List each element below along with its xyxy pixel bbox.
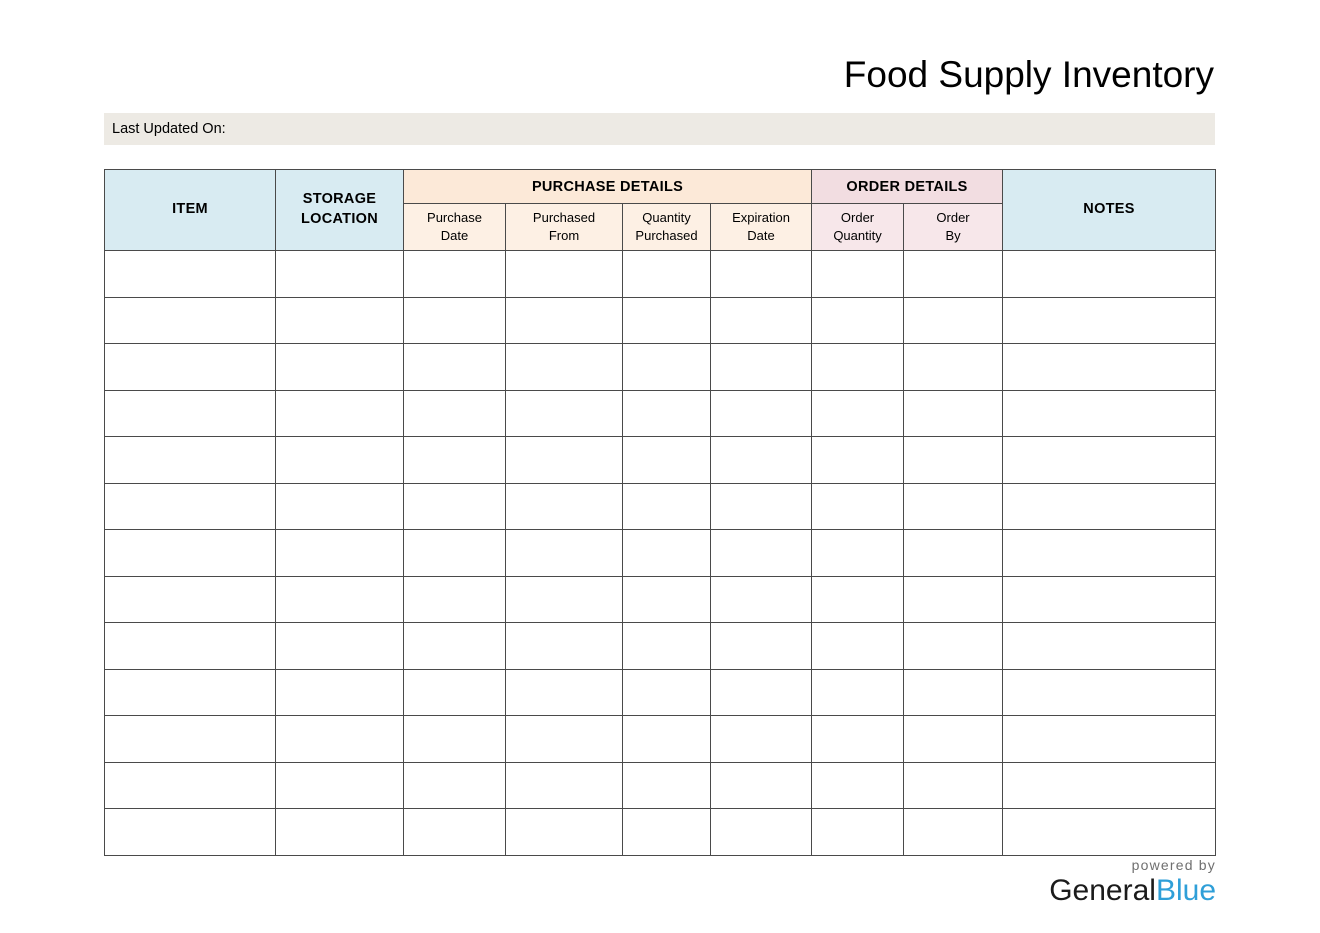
cell-quantity-purchased[interactable] [623,390,711,437]
order-by-line1: Order [936,210,970,226]
table-row [105,437,1216,484]
cell-notes[interactable] [1003,530,1216,577]
cell-item[interactable] [105,809,276,856]
cell-purchased-from[interactable] [506,437,623,484]
cell-notes[interactable] [1003,251,1216,298]
cell-purchased-from[interactable] [506,762,623,809]
cell-item[interactable] [105,437,276,484]
cell-quantity-purchased[interactable] [623,530,711,577]
cell-purchase-date[interactable] [404,669,506,716]
cell-order-quantity[interactable] [812,669,904,716]
column-header-notes: NOTES [1003,170,1216,251]
column-header-order-by [904,204,1003,251]
cell-item[interactable] [105,390,276,437]
table-row [105,483,1216,530]
cell-purchase-date[interactable] [404,762,506,809]
cell-storage-location[interactable] [276,669,404,716]
page-title: Food Supply Inventory [843,54,1214,95]
cell-order-quantity[interactable] [812,623,904,670]
column-header-purchased-from [506,204,623,251]
cell-purchased-from[interactable] [506,576,623,623]
table-row [105,762,1216,809]
cell-notes[interactable] [1003,344,1216,391]
cell-quantity-purchased[interactable] [623,437,711,484]
quantity-purchased-line1: Quantity [642,210,691,226]
cell-storage-location[interactable] [276,344,404,391]
table-header-row-group [105,170,1216,204]
cell-notes[interactable] [1003,623,1216,670]
cell-order-quantity[interactable] [812,344,904,391]
cell-storage-location[interactable] [276,437,404,484]
cell-order-by[interactable] [904,576,1003,623]
cell-storage-location[interactable] [276,530,404,577]
cell-purchase-date[interactable] [404,344,506,391]
column-header-item: ITEM [105,170,276,251]
cell-item[interactable] [105,344,276,391]
brand-name-blue: Blue [1155,874,1216,907]
cell-expiration-date[interactable] [711,251,812,298]
cell-order-quantity[interactable] [812,716,904,763]
cell-notes[interactable] [1003,762,1216,809]
expiration-date-line2: Date [747,228,775,243]
cell-expiration-date[interactable] [711,390,812,437]
cell-storage-location[interactable] [276,390,404,437]
cell-order-by[interactable] [904,344,1003,391]
cell-order-quantity[interactable] [812,390,904,437]
cell-order-quantity[interactable] [812,483,904,530]
cell-item[interactable] [105,623,276,670]
cell-order-quantity[interactable] [812,437,904,484]
cell-quantity-purchased[interactable] [623,669,711,716]
order-by-line2: By [945,228,961,243]
cell-purchased-from[interactable] [506,623,623,670]
cell-purchase-date[interactable] [404,437,506,484]
cell-expiration-date[interactable] [711,716,812,763]
cell-order-quantity[interactable] [812,251,904,298]
cell-quantity-purchased[interactable] [623,809,711,856]
cell-purchased-from[interactable] [506,669,623,716]
cell-quantity-purchased[interactable] [623,251,711,298]
cell-expiration-date[interactable] [711,437,812,484]
cell-expiration-date[interactable] [711,530,812,577]
cell-storage-location[interactable] [276,251,404,298]
column-header-order-quantity [812,204,904,251]
order-quantity-line2: Quantity [833,228,882,243]
order-quantity-line1: Order [840,210,875,226]
cell-order-quantity[interactable] [812,297,904,344]
cell-purchase-date[interactable] [404,530,506,577]
cell-expiration-date[interactable] [711,762,812,809]
table-row [105,576,1216,623]
table-row [105,390,1216,437]
powered-by-label: powered by [1131,857,1216,873]
cell-order-by[interactable] [904,530,1003,577]
cell-order-by[interactable] [904,390,1003,437]
inventory-table [104,169,1216,856]
table-row [105,669,1216,716]
cell-purchased-from[interactable] [506,251,623,298]
cell-storage-location[interactable] [276,716,404,763]
cell-purchase-date[interactable] [404,623,506,670]
table-row [105,251,1216,298]
column-header-expiration-date [711,204,812,251]
cell-storage-location[interactable] [276,809,404,856]
column-group-header-order-details: ORDER DETAILS [812,170,1003,204]
cell-storage-location[interactable] [276,297,404,344]
brand-name-general: General [1049,874,1156,907]
last-updated-bar [104,113,1215,145]
cell-notes[interactable] [1003,809,1216,856]
table-row [105,530,1216,577]
cell-order-by[interactable] [904,669,1003,716]
table-row [105,623,1216,670]
column-header-storage-location [276,170,404,251]
cell-quantity-purchased[interactable] [623,483,711,530]
purchase-date-line1: Purchase [427,210,482,226]
cell-purchased-from[interactable] [506,297,623,344]
column-header-purchase-date [404,204,506,251]
cell-item[interactable] [105,716,276,763]
cell-purchased-from[interactable] [506,716,623,763]
cell-purchase-date[interactable] [404,390,506,437]
cell-quantity-purchased[interactable] [623,344,711,391]
cell-purchase-date[interactable] [404,809,506,856]
quantity-purchased-line2: Purchased [635,228,698,243]
cell-quantity-purchased[interactable] [623,716,711,763]
cell-purchase-date[interactable] [404,576,506,623]
cell-purchased-from[interactable] [506,344,623,391]
cell-order-by[interactable] [904,716,1003,763]
cell-item[interactable] [105,576,276,623]
cell-order-by[interactable] [904,762,1003,809]
cell-quantity-purchased[interactable] [623,762,711,809]
cell-order-quantity[interactable] [812,762,904,809]
cell-purchase-date[interactable] [404,716,506,763]
expiration-date-line1: Expiration [732,210,790,226]
cell-expiration-date[interactable] [711,623,812,670]
cell-order-by[interactable] [904,483,1003,530]
cell-purchased-from[interactable] [506,483,623,530]
cell-notes[interactable] [1003,390,1216,437]
cell-expiration-date[interactable] [711,483,812,530]
cell-purchased-from[interactable] [506,390,623,437]
cell-order-by[interactable] [904,623,1003,670]
brand-name [1049,876,1216,906]
table-row [105,344,1216,391]
table-row [105,716,1216,763]
table-body [105,251,1216,856]
purchase-date-line2: Date [440,228,469,243]
cell-purchase-date[interactable] [404,297,506,344]
cell-purchase-date[interactable] [404,483,506,530]
cell-quantity-purchased[interactable] [623,623,711,670]
cell-item[interactable] [105,762,276,809]
cell-order-by[interactable] [904,297,1003,344]
last-updated-label: Last Updated On: [112,121,226,137]
purchased-from-line2: From [548,228,580,243]
cell-notes[interactable] [1003,716,1216,763]
cell-item[interactable] [105,530,276,577]
cell-purchased-from[interactable] [506,809,623,856]
cell-order-quantity[interactable] [812,809,904,856]
cell-expiration-date[interactable] [711,576,812,623]
cell-storage-location[interactable] [276,576,404,623]
cell-order-by[interactable] [904,251,1003,298]
cell-expiration-date[interactable] [711,344,812,391]
column-header-quantity-purchased [623,204,711,251]
cell-item[interactable] [105,251,276,298]
cell-notes[interactable] [1003,576,1216,623]
storage-location-line1: STORAGE [302,191,377,208]
cell-notes[interactable] [1003,437,1216,484]
cell-quantity-purchased[interactable] [623,297,711,344]
storage-location-line2: LOCATION [300,211,379,227]
cell-purchase-date[interactable] [404,251,506,298]
column-group-header-purchase-details: PURCHASE DETAILS [404,170,812,204]
cell-item[interactable] [105,297,276,344]
cell-expiration-date[interactable] [711,669,812,716]
cell-notes[interactable] [1003,483,1216,530]
table-row [105,809,1216,856]
cell-expiration-date[interactable] [711,297,812,344]
cell-item[interactable] [105,669,276,716]
cell-order-quantity[interactable] [812,576,904,623]
purchased-from-line1: Purchased [532,210,596,226]
brand-footer [1049,858,1216,906]
cell-storage-location[interactable] [276,623,404,670]
cell-expiration-date[interactable] [711,809,812,856]
cell-storage-location[interactable] [276,483,404,530]
cell-order-by[interactable] [904,437,1003,484]
cell-storage-location[interactable] [276,762,404,809]
cell-quantity-purchased[interactable] [623,576,711,623]
cell-notes[interactable] [1003,297,1216,344]
cell-purchased-from[interactable] [506,530,623,577]
cell-notes[interactable] [1003,669,1216,716]
table-row [105,297,1216,344]
cell-item[interactable] [105,483,276,530]
cell-order-by[interactable] [904,809,1003,856]
cell-order-quantity[interactable] [812,530,904,577]
